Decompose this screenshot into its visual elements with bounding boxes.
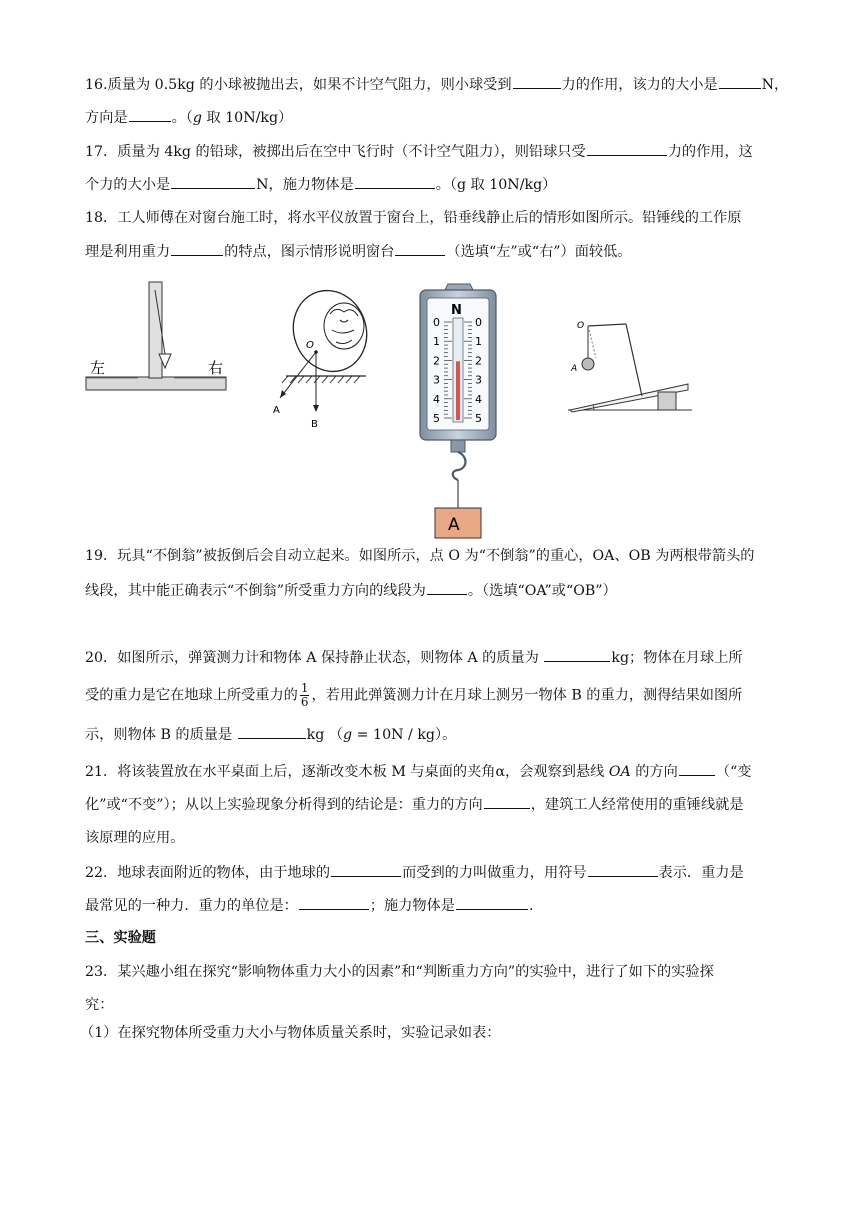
scale-tick-label-left: 2 <box>433 354 440 368</box>
q16-g-symbol: g <box>192 110 202 126</box>
q19-text-1: 线段，其中能正确表示“不倒翁”所受重力方向的线段为 <box>85 583 426 599</box>
scale-tick-label-right: 4 <box>475 392 482 406</box>
left-label: 左 <box>90 359 106 377</box>
tumbler-figure <box>262 286 374 436</box>
q21-text-1: 21．将该装置放在水平桌面上后，逐渐改变木板 M 与桌面的夹角α，会观察到悬线 <box>85 764 609 780</box>
q23-line3: （1）在探究物体所受重力大小与物体质量关系时，实验记录如表： <box>80 1025 501 1041</box>
q20-text-1: 20．如图所示，弹簧测力计和物体 A 保持静止状态，则物体 A 的质量为 <box>85 650 539 666</box>
right-label: 右 <box>208 359 224 377</box>
q20-text-3: 受的重力是它在地球上所受重力的 <box>85 687 298 704</box>
q22-blank-4[interactable] <box>456 895 528 910</box>
q17-text-1: 17．质量为 4kg 的铅球，被掷出后在空中飞行时（不计空气阻力），则铅球只受 <box>85 144 586 160</box>
scale-tick-label-left: 1 <box>433 335 440 349</box>
q17-blank-1[interactable] <box>587 141 667 156</box>
block-a-label: A <box>448 515 460 535</box>
scale-tick-label-left: 3 <box>433 373 440 387</box>
pendulum-post <box>626 324 642 396</box>
scale-tick-label-right: 3 <box>475 373 482 387</box>
q22-line2 <box>85 895 533 916</box>
q16-text-2: 力的作用，该力的大小是 <box>561 77 718 93</box>
scale-tick-label-left: 4 <box>433 392 440 406</box>
point-o-label: O <box>306 340 314 351</box>
q20-line1 <box>85 647 743 668</box>
q22-text-6: . <box>528 898 534 914</box>
q17-blank-3[interactable] <box>355 174 435 189</box>
q19-line2 <box>85 580 617 601</box>
support-block <box>658 392 676 410</box>
q21-blank-2[interactable] <box>484 794 530 809</box>
ground-hatch <box>282 376 360 383</box>
q16-line1 <box>85 74 788 95</box>
q21-text-2: 的方向 <box>630 764 678 780</box>
q17-text-3: 个力的大小是 <box>85 177 171 193</box>
q17-text-2: 力的作用，这 <box>667 144 753 160</box>
hanging-ball <box>582 358 594 370</box>
q20-g-symbol: g <box>343 727 353 743</box>
scale-indicator <box>456 361 460 420</box>
q21-blank-1[interactable] <box>679 761 715 776</box>
point-a-label-incline: A <box>571 364 578 374</box>
level-figure <box>80 272 232 397</box>
q20-text-7: = 10N / kg）。 <box>352 727 457 743</box>
q22-line1 <box>85 862 744 883</box>
q21-line3: 该原理的应用。 <box>85 830 185 846</box>
q21-line2 <box>85 794 744 815</box>
q19-blank-1[interactable] <box>427 580 467 595</box>
scale-tick-label-right: 1 <box>475 335 482 349</box>
q21-text-4: 化”或“不变”）；从以上实验现象分析得到的结论是：重力的方向 <box>85 797 483 813</box>
q21-oa-symbol: OA <box>608 764 631 780</box>
q16-text-6: 取 10N/kg） <box>201 110 293 126</box>
scale-tick-label-right: 5 <box>475 412 482 425</box>
q20-line3 <box>85 724 456 745</box>
point-o-label-incline: O <box>577 321 585 331</box>
one-sixth-fraction <box>300 682 310 709</box>
q20-text-2: kg；物体在月球上所 <box>611 650 743 666</box>
q17-text-5: 。（g 取 10N/kg） <box>435 177 557 193</box>
q23-line1: 23．某兴趣小组在探究“影响物体重力大小的因素”和“判断重力方向”的实验中，进行了如下的实验探 <box>85 964 714 980</box>
q22-blank-2[interactable] <box>588 862 658 877</box>
q22-text-5: ；施力物体是 <box>369 898 455 914</box>
q18-text-2: 的特点，图示情形说明窗台 <box>224 244 395 260</box>
fraction-numerator: 1 <box>300 681 309 695</box>
q22-text-4: 最常见的一种力．重力的单位是： <box>85 898 298 914</box>
q20-text-5: 示，则物体 B 的质量是 <box>85 727 233 743</box>
q20-blank-2[interactable] <box>238 724 306 739</box>
q18-blank-1[interactable] <box>171 241 223 256</box>
section-heading: 三、实验题 <box>85 930 156 946</box>
q20-blank-1[interactable] <box>544 647 610 662</box>
scale-hook <box>453 452 466 480</box>
q21-text-3: （“变 <box>715 764 752 780</box>
q17-line2 <box>85 174 556 195</box>
point-b-label: B <box>311 419 318 430</box>
q16-line2 <box>85 107 292 128</box>
q21-line1 <box>85 761 752 782</box>
q17-line1 <box>85 141 753 162</box>
q16-text-4: 方向是 <box>85 110 128 126</box>
q22-blank-1[interactable] <box>331 862 401 877</box>
q22-blank-3[interactable] <box>299 895 369 910</box>
q18-line2 <box>85 241 631 262</box>
fraction-denominator: 6 <box>300 695 309 709</box>
scale-neck <box>451 440 465 452</box>
pendulum-arm <box>588 324 626 326</box>
scale-tick-label-right: 2 <box>475 354 482 368</box>
point-a-label: A <box>273 405 280 416</box>
scale-tick-label-left: 5 <box>433 412 440 425</box>
q16-blank-2[interactable] <box>719 74 761 89</box>
q20-text-4: ，若用此弹簧测力计在月球上测另一物体 B 的重力，测得结果如图所 <box>311 687 743 704</box>
q18-text-1: 理是利用重力 <box>85 244 171 260</box>
scale-tick-label-right: 0 <box>475 316 482 329</box>
q22-text-3: 表示．重力是 <box>658 865 744 881</box>
q16-blank-1[interactable] <box>513 74 561 89</box>
q16-text-3: N， <box>761 77 789 93</box>
arrow-b-head <box>313 405 319 412</box>
q20-text-6: kg （ <box>306 727 344 743</box>
sill-base <box>86 377 226 390</box>
q16-text-1: 16.质量为 0.5kg 的小球被抛出去，如果不计空气阻力，则小球受到 <box>85 77 512 93</box>
scale-unit-label: N <box>451 303 462 318</box>
q19-text-2: 。（选填“OA”或“OB”） <box>467 583 617 599</box>
q18-text-3: （选填“左”或“右”）面较低。 <box>446 244 632 260</box>
q17-blank-2[interactable] <box>171 174 255 189</box>
q21-text-5: ，建筑工人经常使用的重锤线就是 <box>530 797 744 813</box>
spring-scale-figure <box>418 282 500 540</box>
q16-blank-3[interactable] <box>129 107 171 122</box>
q19-line1: 19．玩具“不倒翁”被扳倒后会自动立起来。如图所示，点 O 为“不倒翁”的重心，OA、OB 为两根带箭头的 <box>85 548 755 564</box>
reference-dashed-line <box>588 326 596 358</box>
q20-line2 <box>85 682 742 709</box>
tumbler-face <box>324 303 364 349</box>
incline-figure <box>566 312 694 416</box>
q17-text-4: N，施力物体是 <box>256 177 354 193</box>
q18-line1: 18．工人师傅在对窗台施工时，将水平仪放置于窗台上，铅垂线静止后的情形如图所示。铅锤线的工作原 <box>85 210 742 226</box>
q22-text-1: 22．地球表面附近的物体，由于地球的 <box>85 865 331 881</box>
q18-blank-2[interactable] <box>395 241 445 256</box>
segment-oa <box>280 352 316 398</box>
q16-text-5: 。（ <box>171 110 193 126</box>
scale-tick-label-left: 0 <box>433 316 440 329</box>
q22-text-2: 而受到的力叫做重力，用符号 <box>402 865 587 881</box>
q23-line2: 究： <box>85 997 114 1013</box>
